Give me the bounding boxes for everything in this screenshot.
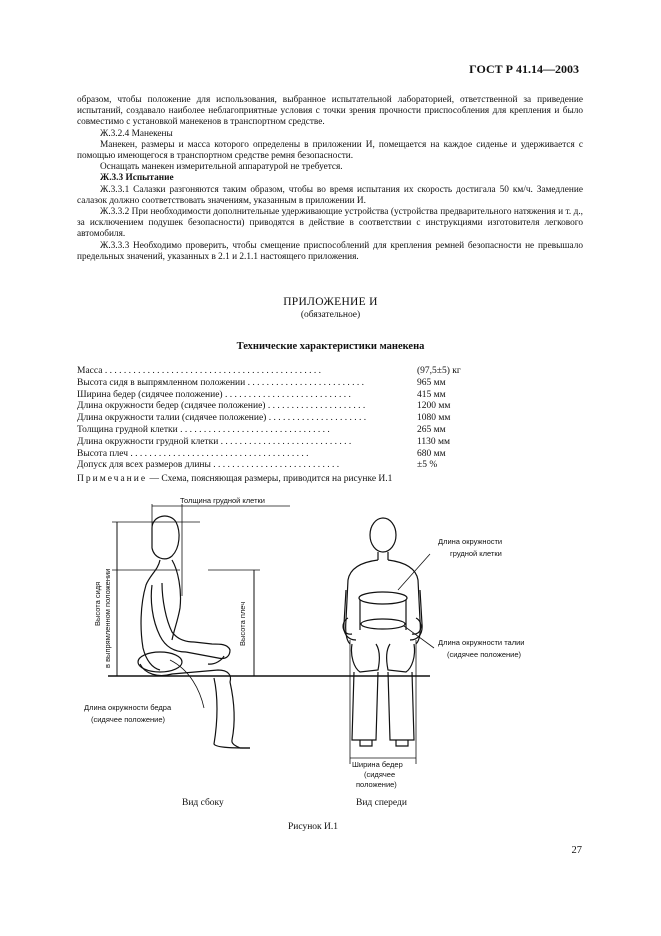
- clause-heading: Ж.3.2.4 Манекены: [100, 128, 173, 139]
- spec-label: Высота сидя в выпрямленном положении: [77, 377, 246, 388]
- label-hip-width-1: Ширина бедер: [352, 760, 403, 769]
- page-number: 27: [571, 845, 582, 856]
- spec-label: Длина окружности бедер (сидячее положение): [77, 401, 266, 412]
- label-sitting-height-1: Высота сидя: [93, 581, 102, 626]
- label-chest-thickness: Толщина грудной клетки: [180, 496, 265, 505]
- spec-row: Длина окружности бедер (сидячее положение) . . . . . . . . . . . . . . . . . . . . . 1200 мм: [77, 401, 537, 413]
- label-thigh-circumference-1: Длина окружности бедра: [84, 703, 172, 712]
- paragraph: Манекен, размеры и масса которого определены в приложении И, помещается на каждое сиденье и удерживается с помощью имеющегося в транспортном средстве ремня безопасности.: [77, 139, 583, 162]
- spec-value: 265 мм: [417, 424, 446, 435]
- spec-row: Ширина бедер (сидячее положение) . . . . . . . . . . . . . . . . . . . . . . . . . . . 415 мм: [77, 390, 537, 402]
- spec-row: Высота плеч . . . . . . . . . . . . . . . . . . . . . . . . . . . . . . . . . . . . . . 680 мм: [77, 449, 537, 461]
- figure-caption: Рисунок И.1: [288, 822, 339, 832]
- spec-value: ±5 %: [417, 460, 438, 471]
- spec-row: Масса . . . . . . . . . . . . . . . . . . . . . . . . . . . . . . . . . . . . . . . . . . . . . . (97,5±5) кг: [77, 366, 537, 378]
- spec-row: Длина окружности грудной клетки . . . . . . . . . . . . . . . . . . . . . . . . . . . . 1130 мм: [77, 437, 537, 449]
- label-thigh-circumference-2: (сидячее положение): [91, 715, 166, 724]
- spec-label: Длина окружности грудной клетки: [77, 436, 219, 447]
- appendix-subtitle: (обязательное): [300, 310, 361, 320]
- spec-row: Длина окружности талии (сидячее положение) . . . . . . . . . . . . . . . . . . . . . 1080 мм: [77, 413, 537, 425]
- clause-heading: Ж.3.3 Испытание: [100, 173, 174, 184]
- specs-heading: Технические характеристики манекена: [236, 341, 425, 352]
- spec-row: Толщина грудной клетки . . . . . . . . . . . . . . . . . . . . . . . . . . . . . . . . 265 мм: [77, 425, 537, 437]
- spec-label: Высота плеч: [77, 448, 129, 459]
- note-text: — Схема, поясняющая размеры, приводится на рисунке И.1: [147, 474, 393, 484]
- spec-value: 965 мм: [417, 377, 446, 388]
- side-view-caption: Вид сбоку: [182, 798, 224, 808]
- label-shoulder-height: Высота плеч: [238, 601, 247, 646]
- label-sitting-height-2: в выпрямленном положении: [103, 568, 112, 668]
- front-view-caption: Вид спереди: [356, 798, 407, 808]
- spec-row: Высота сидя в выпрямленном положении . . . . . . . . . . . . . . . . . . . . . . . . . 965 мм: [77, 378, 537, 390]
- spec-value: 1130 мм: [417, 436, 451, 447]
- paragraph: Ж.3.3.1 Салазки разгоняются таким образом, чтобы во время испытания их скорость достигала 50 км/ч. Замедление салазок должно соответствовать значениям, указанным в приложении И.: [77, 184, 583, 206]
- spec-label: Длина окружности талии (сидячее положение): [77, 413, 267, 424]
- document-header: ГОСТ Р 41.14—2003: [469, 62, 579, 76]
- spec-label: Допуск для всех размеров длины: [77, 460, 211, 471]
- label-hip-width-2: (сидячее: [364, 770, 396, 779]
- spec-value: 680 мм: [417, 448, 446, 459]
- note-prefix: Примечание: [77, 474, 148, 484]
- front-view-dummy: [343, 518, 434, 764]
- spec-value: 415 мм: [417, 389, 446, 400]
- label-waist-circumference-1: Длина окружности талии: [438, 638, 525, 647]
- spec-label: Масса: [77, 366, 103, 376]
- label-waist-circumference-2: (сидячее положение): [447, 650, 522, 659]
- paragraph: Ж.3.3.2 При необходимости дополнительные удерживающие устройства (устройства предварительного натяжения и т. д., за исключением подушек безопасности) приводятся в действие в соответствии с инструкциями изготовителя легкового автомобиля.: [77, 207, 583, 240]
- appendix-title: ПРИЛОЖЕНИЕ И: [283, 296, 378, 308]
- spec-row: Допуск для всех размеров длины . . . . . . . . . . . . . . . . . . . . . . . . . . . ±5 %: [77, 460, 537, 472]
- spec-label: Толщина грудной клетки: [77, 424, 178, 435]
- spec-value: (97,5±5) кг: [417, 366, 461, 376]
- paragraph: Оснащать манекен измерительной аппаратурой не требуется.: [100, 162, 343, 173]
- spec-value: 1080 мм: [417, 413, 451, 424]
- label-chest-circumference-2: грудной клетки: [450, 549, 502, 558]
- paragraph: Ж.3.3.3 Необходимо проверить, чтобы смещение приспособлений для крепления ремней безопасности не превышало предельных значений, указанных в 2.1 и 2.1.1 настоящего приложения.: [77, 240, 583, 262]
- paragraph: образом, чтобы положение для использования, выбранное испытательной лабораторией, ответственной за приведение испытаний, создавало наиболее неблагоприятные условия с точки зрения прочности приспособления для крепления и было совместимо с установкой манекенов в транспортном средстве.: [77, 95, 583, 128]
- spec-value: 1200 мм: [417, 401, 451, 412]
- label-chest-circumference-1: Длина окружности: [438, 537, 503, 546]
- label-hip-width-3: положение): [356, 780, 397, 789]
- spec-label: Ширина бедер (сидячее положение): [77, 389, 223, 400]
